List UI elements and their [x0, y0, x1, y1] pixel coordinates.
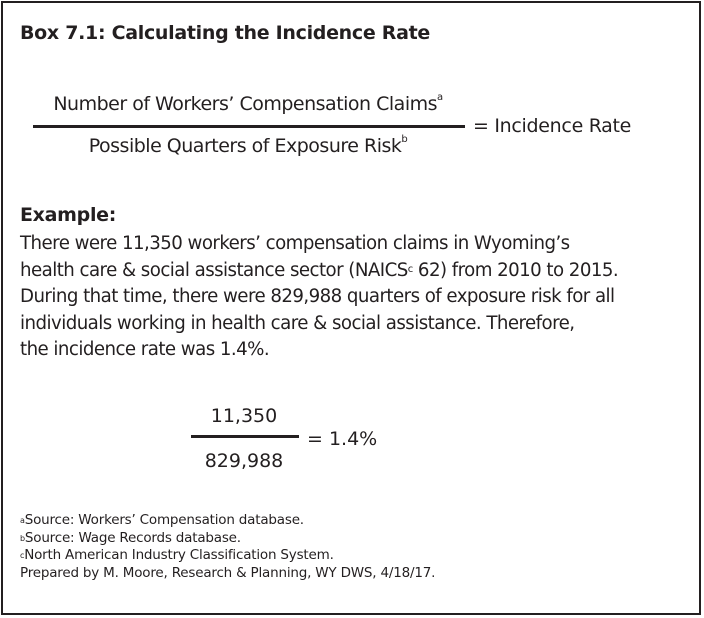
example-line-2	[20, 258, 690, 285]
example-fraction-bar	[191, 435, 299, 438]
example-line-1: There were 11,350 workers’ compensation claims in Wyoming’s	[20, 233, 570, 254]
footnote-marker-b: b	[401, 134, 408, 145]
example-result: = 1.4%	[307, 428, 378, 450]
formula-denominator-text: Possible Quarters of Exposure Risk	[88, 135, 402, 157]
incidence-rate-formula	[31, 93, 671, 173]
formula-fraction-bar	[33, 125, 465, 128]
footnote-c	[20, 547, 690, 565]
example-heading: Example:	[20, 204, 117, 226]
incidence-rate-box	[1, 1, 701, 615]
formula-denominator	[31, 135, 465, 157]
footnote-b-text: Source: Wage Records database.	[24, 529, 241, 546]
formula-numerator-text: Number of Workers’ Compensation Claims	[53, 93, 438, 115]
footnote-c-marker: c	[20, 551, 25, 560]
footnote-marker-a: a	[437, 92, 443, 103]
example-line-5: the incidence rate was 1.4%.	[20, 339, 270, 360]
formula-result: = Incidence Rate	[473, 115, 632, 137]
formula-numerator	[31, 93, 465, 115]
example-numerator: 11,350	[210, 405, 278, 427]
box-title: Box 7.1: Calculating the Incidence Rate	[20, 22, 430, 44]
footnotes	[20, 512, 690, 582]
footnote-b-marker: b	[20, 533, 25, 543]
example-paragraph	[20, 231, 690, 364]
example-line-2-start: health care & social assistance sector (NAICS	[20, 259, 408, 281]
example-line-4: individuals working in health care & social assistance. Therefore,	[20, 312, 575, 334]
footnote-b	[20, 530, 690, 548]
footnote-c-text: North American Industry Classification System.	[24, 547, 334, 563]
example-denominator: 829,988	[204, 450, 284, 472]
prepared-by: Prepared by M. Moore, Research & Planning, WY DWS, 4/18/17.	[20, 564, 436, 581]
footnote-a-text: Source: Workers’ Compensation database.	[24, 512, 304, 528]
footnote-a	[20, 512, 690, 530]
example-line-2-end: 62) from 2010 to 2015.	[412, 259, 619, 281]
footnote-a-marker: a	[20, 516, 25, 525]
example-line-3: During that time, there were 829,988 quarters of exposure risk for all	[20, 286, 615, 307]
example-calculation	[189, 403, 449, 478]
footnote-marker-c: c	[407, 263, 413, 275]
